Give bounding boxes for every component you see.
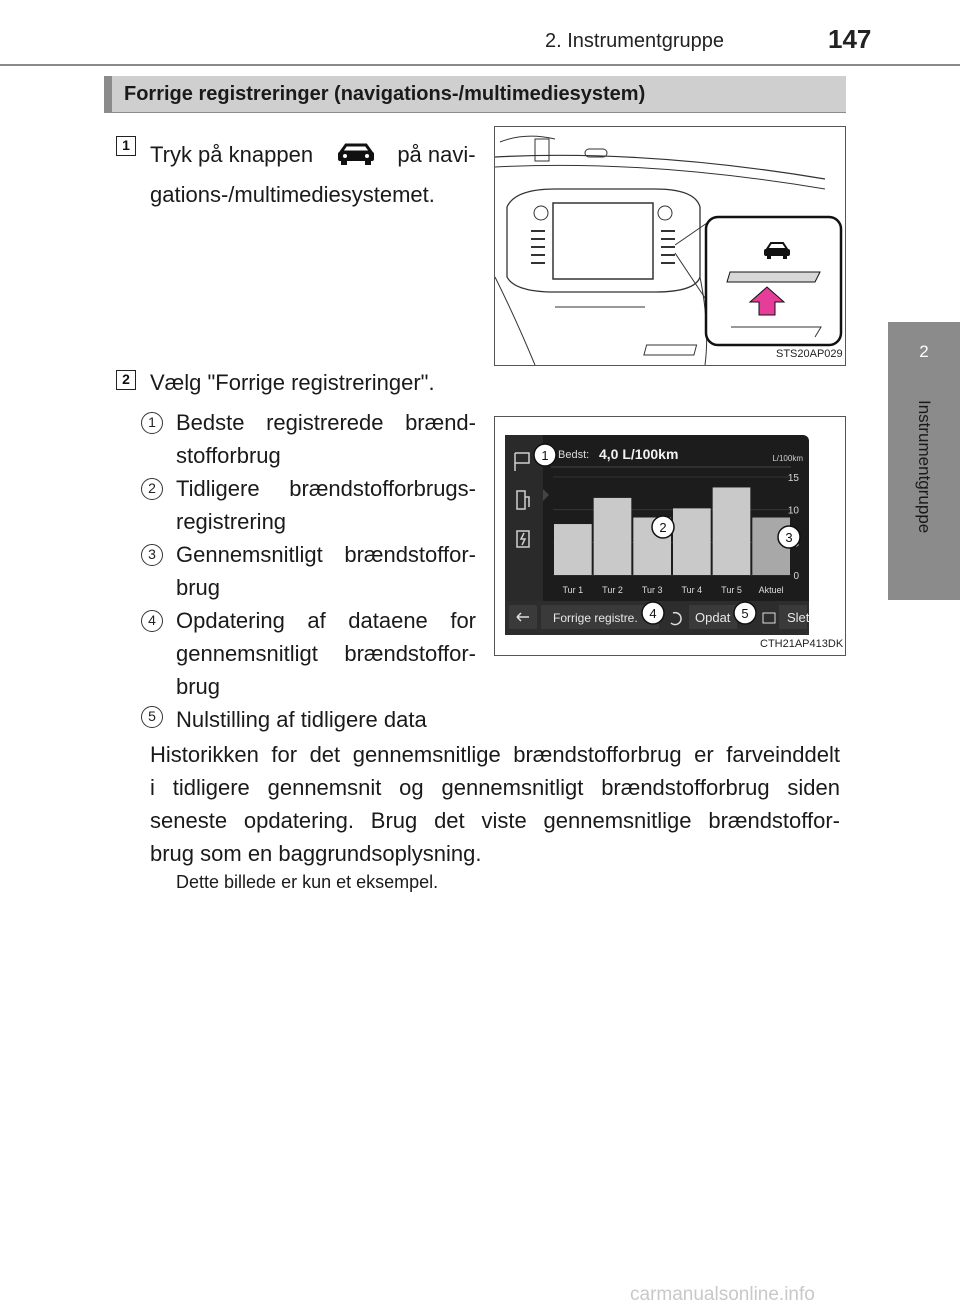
item-1-line1: Bedste registrerede brænd- [176, 410, 476, 435]
chart-bar [673, 508, 711, 575]
step-number-1: 1 [116, 136, 136, 156]
step1-text-line1 [150, 138, 476, 171]
step1-text-before: Tryk på knappen [150, 142, 314, 167]
chart-category-label: Tur 3 [641, 585, 663, 595]
item-4-line2: gennemsnitligt brændstoffor- [176, 641, 476, 666]
callout-1-label: 1 [541, 448, 549, 463]
example-note: Dette billede er kun et eksempel. [176, 872, 439, 892]
chart-category-label: Aktuel [758, 585, 784, 595]
paragraph-line-4: brug som en baggrundsoplysning. [150, 841, 482, 866]
figure-dashboard [494, 126, 846, 366]
chart-bar [713, 487, 751, 575]
callout-4-label: 4 [649, 606, 657, 621]
callout-3-label: 3 [785, 530, 793, 545]
step1-text-line2: gations-/multimediesystemet. [150, 182, 435, 207]
step1-text-after: på navi- [397, 142, 476, 167]
item-4-line1: Opdatering af dataene for [176, 608, 476, 633]
screen-best-label: Bedst: [558, 449, 590, 461]
step-number-2: 2 [116, 370, 136, 390]
screen-back-label: Forrige registre. [553, 611, 638, 625]
chapter-number: 2 [919, 342, 929, 361]
item-2-line1: Tidligere brændstofforbrugs- [176, 476, 476, 501]
screen-illustration [495, 417, 845, 655]
item-number-3: 3 [141, 544, 163, 566]
chart-y-tick-label: 0 [793, 571, 799, 582]
chart-y-tick-label: 10 [787, 505, 799, 517]
item-number-4: 4 [141, 610, 163, 632]
item-3-line1: Gennemsnitligt brændstoffor- [176, 542, 476, 567]
item-1-line2: stofforbrug [176, 443, 281, 468]
section-heading: Forrige registreringer (navigations-/multimediesystem) [124, 83, 646, 105]
chart-category-label: Tur 1 [562, 585, 584, 595]
chart-category-label: Tur 4 [681, 585, 703, 595]
car-button-icon [335, 142, 377, 166]
figure2-code: CTH21AP413DK [760, 638, 844, 650]
section-heading-rule [104, 112, 846, 113]
step2-text: Vælg "Forrige registreringer". [150, 370, 435, 395]
item-number-1: 1 [141, 412, 163, 434]
dashboard-illustration [495, 127, 845, 365]
paragraph-line-2: i tidligere gennemsnit og gennemsnitligt brændstofforbrug siden [150, 775, 840, 800]
screen-delete-label: Slet [787, 610, 810, 625]
chapter-label: Instrumentgruppe [915, 400, 934, 534]
item-number-5: 5 [141, 706, 163, 728]
paragraph-line-1: Historikken for det gennemsnitlige brændstofforbrug er farveinddelt [150, 742, 840, 767]
item-5-line1: Nulstilling af tidligere data [176, 707, 427, 732]
header-section-title: 2. Instrumentgruppe [545, 30, 724, 52]
paragraph-line-3: seneste opdatering. Brug det viste gennemsnitlige brændstoffor- [150, 808, 840, 833]
page-number: 147 [828, 24, 872, 54]
chart-category-label: Tur 5 [721, 585, 742, 595]
header-rule [0, 64, 960, 66]
figure-screen [494, 416, 846, 656]
screen-unit: L/100km [772, 454, 803, 463]
figure1-code: STS20AP029 [776, 348, 843, 360]
item-3-line2: brug [176, 575, 221, 600]
chart-y-tick-label: 15 [787, 473, 799, 484]
chart-category-label: Tur 2 [602, 585, 623, 595]
chart-bar [554, 524, 592, 575]
item-number-2: 2 [141, 478, 163, 500]
screen-update-label: Opdat [695, 610, 731, 625]
watermark: carmanualsonline.info [630, 1284, 815, 1305]
callout-5-label: 5 [741, 606, 749, 621]
screen-best-value: 4,0 L/100km [599, 446, 679, 462]
item-2-line2: registrering [176, 509, 287, 534]
chart-bar [594, 498, 632, 575]
item-4-line3: brug [176, 674, 221, 699]
callout-2-label: 2 [659, 520, 667, 535]
